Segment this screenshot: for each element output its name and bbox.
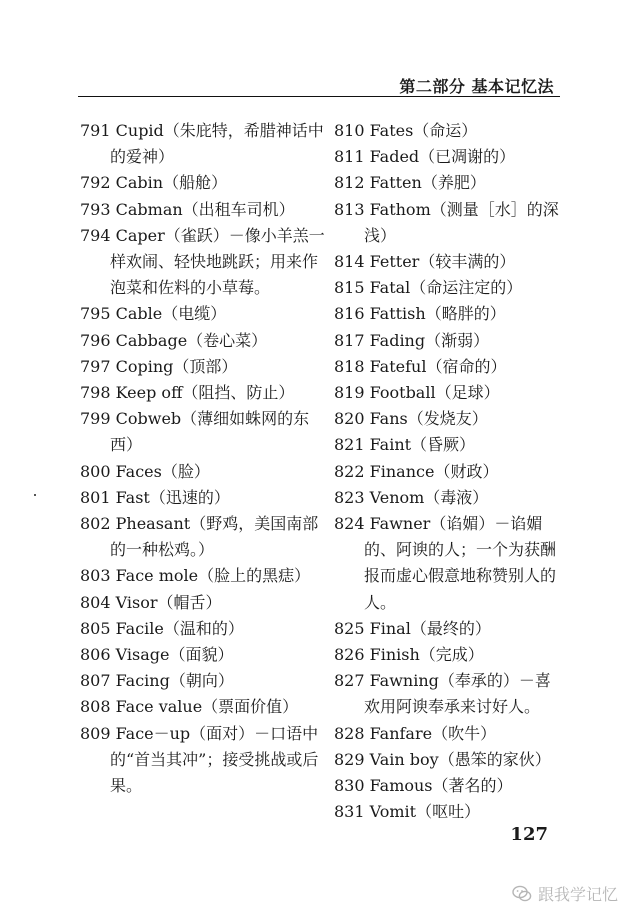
entry-text: Finish（完成）	[369, 645, 484, 665]
entry-number: 807	[80, 671, 111, 691]
entry-text: Vain boy（愚笨的家伙）	[369, 749, 551, 769]
entry-number: 793	[80, 199, 111, 219]
vocab-entry	[80, 301, 328, 327]
entry-number: 796	[80, 330, 111, 350]
entry-text: Fawner（谄媚）－谄媚的、阿谀的人；一个为获酬报而虚心假意地称赞别人的人。	[364, 514, 557, 612]
page-number: 127	[510, 824, 548, 845]
vocab-entry	[80, 563, 328, 589]
entry-number: 824	[334, 514, 365, 534]
entry-text: Keep off（阻挡、防止）	[115, 383, 295, 403]
vocab-entry	[80, 511, 328, 563]
entry-text: Cobweb（薄细如蛛网的东西）	[110, 409, 310, 455]
entry-text: Face mole（脸上的黑痣）	[115, 566, 311, 586]
vocab-entry	[80, 118, 328, 170]
entry-number: 830	[334, 776, 365, 796]
vocab-entry	[334, 301, 562, 327]
entry-text: Fatten（养肥）	[369, 173, 486, 193]
entry-text: Final（最终的）	[369, 618, 491, 638]
entry-text: Face－up（面对）－口语中的“首当其冲”；接受挑战或后果。	[110, 723, 319, 796]
wechat-icon	[512, 885, 532, 903]
entry-number: 812	[334, 173, 365, 193]
entry-text: Facile（温和的）	[115, 618, 244, 638]
entry-text: Cupid（朱庇特，希腊神话中的爱神）	[110, 121, 324, 167]
vocab-entry	[334, 616, 562, 642]
entry-text: Cabin（船舱）	[115, 173, 228, 193]
entry-number: 808	[80, 697, 111, 717]
watermark	[512, 882, 618, 905]
entry-text: Famous（著名的）	[369, 776, 513, 796]
entry-text: Football（足球）	[369, 383, 500, 403]
entry-number: 811	[334, 147, 365, 167]
entry-text: Fattish（略胖的）	[369, 304, 506, 324]
vocab-entry	[334, 642, 562, 668]
vocab-entry	[334, 747, 562, 773]
vocab-entry	[80, 642, 328, 668]
entry-number: 804	[80, 592, 111, 612]
vocab-entry	[334, 799, 562, 825]
entry-text: Faces（脸）	[115, 461, 210, 481]
entry-number: 827	[334, 671, 365, 691]
entry-number: 815	[334, 278, 365, 298]
vocab-entry	[80, 485, 328, 511]
entry-number: 828	[334, 723, 365, 743]
vocab-entry	[334, 773, 562, 799]
entry-number: 816	[334, 304, 365, 324]
vocab-entry	[334, 275, 562, 301]
entry-number: 797	[80, 356, 111, 376]
vocab-entry	[334, 380, 562, 406]
vocab-entry	[80, 223, 328, 302]
vocab-entry	[334, 197, 562, 249]
entry-number: 801	[80, 487, 111, 507]
vocab-entry	[334, 144, 562, 170]
entry-text: Fatal（命运注定的）	[369, 278, 523, 298]
entry-number: 802	[80, 514, 111, 534]
entry-text: Vomit（呕吐）	[369, 802, 481, 822]
entry-number: 810	[334, 121, 365, 140]
entry-number: 818	[334, 356, 365, 376]
entry-text: Face value（票面价值）	[115, 697, 299, 717]
vocab-entry	[80, 721, 328, 800]
entry-number: 820	[334, 409, 365, 429]
entry-number: 819	[334, 383, 365, 403]
entry-text: Fast（迅速的）	[115, 487, 230, 507]
entry-number: 798	[80, 383, 111, 403]
vocab-entry	[334, 249, 562, 275]
entry-text: Faint（昏厥）	[369, 435, 476, 455]
entry-number: 794	[80, 225, 111, 245]
entry-text: Fetter（较丰满的）	[369, 252, 516, 272]
vocab-entry	[334, 485, 562, 511]
entry-number: 813	[334, 199, 365, 219]
entry-number: 825	[334, 618, 365, 638]
entry-number: 829	[334, 749, 365, 769]
entry-text: Facing（朝向）	[115, 671, 234, 691]
vocab-entry	[334, 170, 562, 196]
left-column	[80, 118, 328, 799]
header-rule	[78, 96, 560, 97]
entry-number: 817	[334, 330, 365, 350]
vocab-entry	[80, 616, 328, 642]
entry-text: Visage（面貌）	[115, 645, 234, 665]
entry-text: Fawning（奉承的）－喜欢用阿谀奉承来讨好人。	[364, 671, 551, 717]
entry-number: 831	[334, 802, 365, 822]
section-header: 第二部分 基本记忆法	[399, 77, 554, 96]
entry-number: 821	[334, 435, 365, 455]
entry-number: 792	[80, 173, 111, 193]
entry-number: 814	[334, 252, 365, 272]
entry-text: Fading（渐弱）	[369, 330, 490, 350]
vocab-entry	[334, 406, 562, 432]
entry-number: 799	[80, 409, 111, 429]
entry-number: 805	[80, 618, 111, 638]
scan-speck	[34, 494, 36, 496]
watermark-text: 跟我学记忆	[537, 885, 618, 904]
vocab-entry	[80, 197, 328, 223]
vocab-entry	[334, 511, 562, 616]
entry-text: Caper（雀跃）－像小羊羔一样欢闹、轻快地跳跃；用来作泡菜和佐料的小草莓。	[110, 225, 325, 298]
right-column	[334, 118, 562, 825]
vocab-entry	[334, 354, 562, 380]
entry-text: Cabbage（卷心菜）	[115, 330, 268, 350]
entry-text: Coping（顶部）	[115, 356, 238, 376]
entry-number: 795	[80, 304, 111, 324]
entry-text: Cabman（出租车司机）	[115, 199, 295, 219]
entry-text: Fates（命运）	[369, 121, 478, 140]
vocab-entry	[334, 328, 562, 354]
entry-number: 826	[334, 645, 365, 665]
entry-number: 822	[334, 461, 365, 481]
vocab-entry	[334, 459, 562, 485]
vocab-entry	[80, 459, 328, 485]
vocab-entry	[80, 590, 328, 616]
entry-text: Fans（发烧友）	[369, 409, 488, 429]
entry-text: Fateful（宿命的）	[369, 356, 507, 376]
entry-text: Cable（电缆）	[115, 304, 227, 324]
entry-text: Fathom（测量［水］的深浅）	[364, 199, 559, 245]
entry-text: Visor（帽舌）	[115, 592, 222, 612]
vocab-entry	[334, 432, 562, 458]
entry-text: Faded（已凋谢的）	[369, 147, 516, 167]
vocab-entry	[80, 380, 328, 406]
entry-text: Pheasant（野鸡，美国南部的一种松鸡。）	[110, 514, 319, 560]
entry-number: 823	[334, 487, 365, 507]
vocab-entry	[334, 118, 562, 144]
vocab-entry	[334, 721, 562, 747]
entry-number: 806	[80, 645, 111, 665]
vocab-entry	[80, 354, 328, 380]
vocab-entry	[334, 668, 562, 720]
vocab-entry	[80, 170, 328, 196]
entry-text: Finance（财政）	[369, 461, 499, 481]
vocab-entry	[80, 406, 328, 458]
entry-text: Fanfare（吹牛）	[369, 723, 497, 743]
entry-number: 800	[80, 461, 111, 481]
entry-text: Venom（毒液）	[369, 487, 489, 507]
entry-number: 809	[80, 723, 111, 743]
entry-number: 791	[80, 121, 111, 140]
entry-number: 803	[80, 566, 111, 586]
vocab-entry	[80, 668, 328, 694]
vocab-entry	[80, 694, 328, 720]
vocab-entry	[80, 328, 328, 354]
